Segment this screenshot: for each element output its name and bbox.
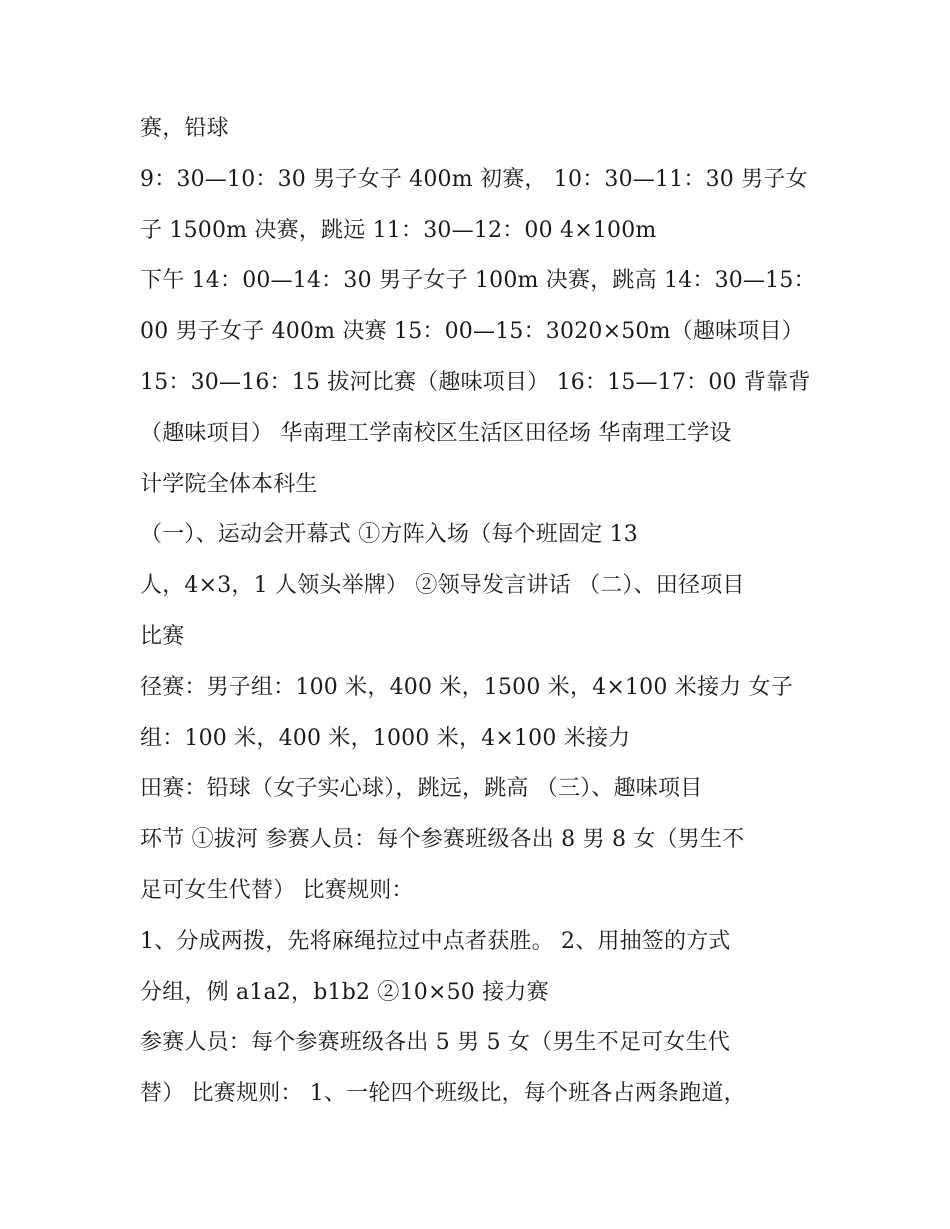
text-line: 足可女生代替） 比赛规则： (140, 877, 414, 903)
text-line: 子 1500m 决赛，跳远 11：30—12：00 4×100m (140, 217, 657, 243)
text-line: 赛，铅球 (140, 116, 229, 141)
text-line: 00 男子女子 400m 决赛 15：00—15：3020×50m（趣味项目） (140, 319, 804, 345)
text-line: 下午 14：00—14：30 男子女子 100m 决赛，跳高 14：30—15： (140, 268, 816, 294)
text-line: 计学院全体本科生 (140, 471, 318, 497)
text-line: 组：100 米，400 米，1000 米，4×100 米接力 (140, 725, 631, 751)
text-line: （一）、运动会开幕式 ①方阵入场（每个班固定 13 (140, 522, 638, 548)
text-line: 分组，例 a1a2，b1b2 ②10×50 接力赛 (140, 979, 549, 1005)
text-line: 参赛人员：每个参赛班级各出 5 男 5 女（男生不足可女生代 (140, 1030, 730, 1056)
text-line: 径赛：男子组：100 米，400 米，1500 米，4×100 米接力 女子 (140, 674, 793, 700)
text-line: 环节 ①拔河 参赛人员：每个参赛班级各出 8 男 8 女（男生不 (140, 827, 745, 853)
text-line: 比赛 (140, 623, 185, 649)
text-line: （趣味项目） 华南理工学南校区生活区田径场 华南理工学设 (140, 420, 732, 446)
text-line: 替） 比赛规则： 1、一轮四个班级比，每个班各占两条跑道， (140, 1081, 746, 1107)
document-body (140, 104, 820, 1120)
text-line: 9：30—10：30 男子女子 400m 初赛， 10：30—11：30 男子女 (140, 166, 808, 192)
text-line: 人，4×3，1 人领头举牌） ②领导发言讲话 （二）、田径项目 (140, 573, 745, 599)
text-line: 1、分成两拨，先将麻绳拉过中点者获胜。 2、用抽签的方式 (140, 928, 731, 954)
text-line: 15：30—16：15 拔河比赛（趣味项目） 16：15—17：00 背靠背 (140, 369, 811, 395)
text-line: 田赛：铅球（女子实心球），跳远，跳高 （三）、趣味项目 (140, 776, 703, 802)
